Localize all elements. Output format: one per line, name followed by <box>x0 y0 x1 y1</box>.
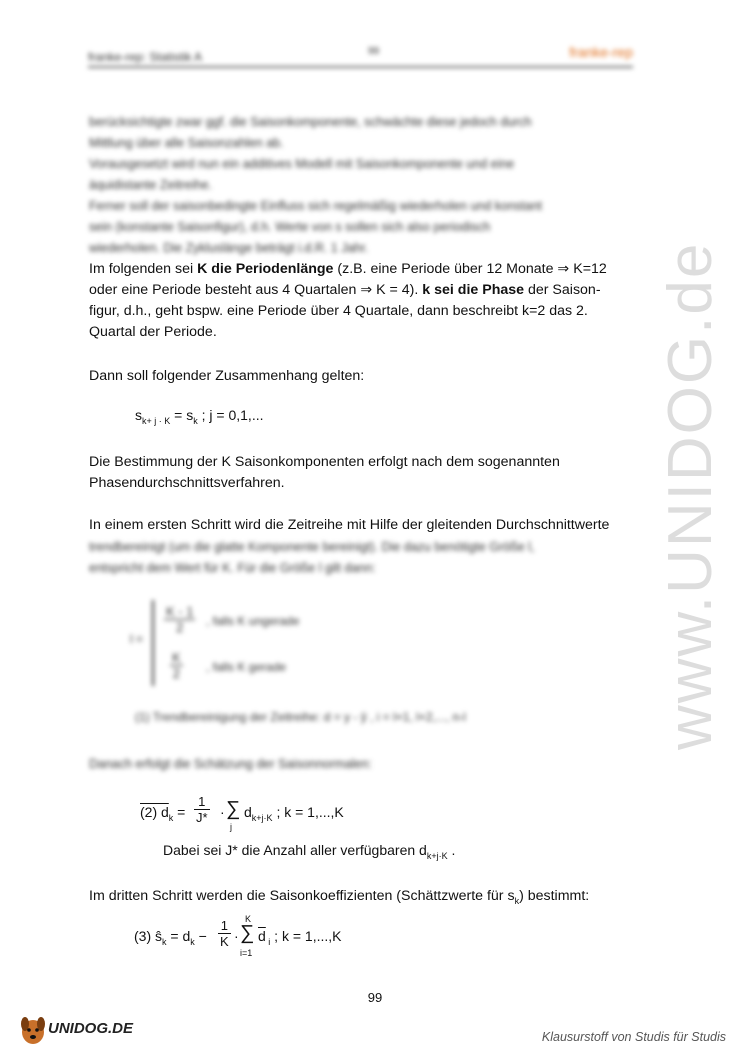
paragraph-first-step: In einem ersten Schritt wird die Zeitreihe mit Hilfe der gleitenden Durchschnittwerte <box>89 517 610 533</box>
blurred-line: entspricht dem Wert für K. Für die Größe l gilt dann: <box>89 561 376 575</box>
blurred-line: Vorausgesetzt wird nun ein additives Modell mit Saisonkomponente und eine <box>89 157 515 171</box>
sum-sub: j <box>230 822 232 832</box>
formula-part: · <box>234 928 239 944</box>
sum-bottom: i=1 <box>240 948 253 958</box>
paragraph-relation: Dann soll folgender Zusammenhang gelten: <box>89 368 365 384</box>
text-run: Im folgenden sei <box>89 261 198 277</box>
formula-part: · <box>220 804 225 820</box>
formula-part: ; k = 1,...,K <box>272 804 344 820</box>
header-rule <box>88 66 633 68</box>
fraction-den: 2 <box>172 666 180 681</box>
formula-sub: k <box>514 896 520 906</box>
page-number: 99 <box>367 990 383 1005</box>
formula3-fraction <box>218 918 231 949</box>
formula-part: = d <box>166 928 191 944</box>
footer-logo <box>18 1012 133 1046</box>
formula-part: = s <box>170 407 194 423</box>
formula-sub: i <box>265 937 271 947</box>
case-lhs: l = <box>130 632 144 646</box>
formula-part: (3) ŝ <box>134 928 162 944</box>
formula-part: ; j = 0,1,... <box>197 407 264 423</box>
formula-sub: k+ j · K <box>142 416 171 426</box>
footer-logo-text: UNIDOG.DE <box>48 1019 134 1037</box>
formula-part: ; k = 1,...,K <box>270 928 342 944</box>
text-run: Im dritten Schritt werden die Saisonkoeffizienten (Schättzwerte für s <box>89 888 515 904</box>
text-run: oder eine Periode besteht aus 4 Quartalen ⇒ K = 4). <box>89 282 423 298</box>
sum-top: K <box>245 914 252 924</box>
header-title: franke-rep: Statistik A <box>88 50 203 64</box>
formula-part: $\overline{d}$ <box>258 928 266 944</box>
case-bracket <box>152 600 160 686</box>
formula-sub: k <box>190 937 195 947</box>
case1-fraction <box>164 604 195 635</box>
blurred-line: trendbereinigt (um die glatte Komponente bereinigt). Die dazu benötigte Größe l, <box>89 540 535 554</box>
formula-sub: k+j·K <box>426 851 448 861</box>
formula-periodicity <box>135 407 264 426</box>
dog-icon <box>18 1012 48 1046</box>
header-logo: franke-rep <box>569 44 633 60</box>
formula-part: d <box>244 804 252 820</box>
fraction-den: K <box>220 934 229 949</box>
fraction-den: J* <box>196 810 208 825</box>
formula2-note <box>163 842 456 861</box>
bold-run: K die Periodenlänge <box>197 261 334 277</box>
case1-text: , falls K ungerade <box>206 614 300 628</box>
blurred-line: sein (konstante Saisonfigur), d.h. Werte von s sollen sich also periodisch <box>89 220 491 234</box>
bold-run: k sei die Phase <box>422 282 525 298</box>
formula2-fraction <box>194 794 210 825</box>
formula-sub: k <box>168 813 174 823</box>
text-run: . <box>447 842 456 858</box>
blurred-step-2: Danach erfolgt die Schätzung der Saisonnormalen: <box>89 757 372 771</box>
formula-part: s <box>135 407 142 423</box>
sum-sign: ∑ <box>226 798 241 820</box>
text-run: Dabei sei J* die Anzahl aller verfügbaren d <box>163 842 427 858</box>
formula-part: − <box>194 928 207 944</box>
text-line: Quartal der Periode. <box>89 324 217 340</box>
blurred-line: berücksichtigte zwar ggf. die Saisonkomponente, schwächte diese jedoch durch <box>89 115 532 129</box>
fraction-num: 1 <box>218 918 231 934</box>
case2-fraction <box>170 650 183 681</box>
formula-saison-coefficients <box>134 914 534 962</box>
blurred-line: äquidistante Zeitreihe. <box>89 178 212 192</box>
text-line: figur, d.h., geht bspw. eine Periode über 4 Quartale, dann beschreibt k=2 das 2. <box>89 303 588 319</box>
fraction-num: K - 1 <box>166 604 194 619</box>
paragraph-method <box>89 452 649 494</box>
formula-sub: k <box>193 416 198 426</box>
formula-part: (2) d <box>140 804 169 820</box>
blurred-line: wiederholen. Die Zykluslänge beträgt i.d.R. 1 Jahr. <box>89 241 369 255</box>
text-run: ) bestimmt: <box>519 888 590 904</box>
formula-sub: k <box>162 937 167 947</box>
case2-text: , falls K gerade <box>206 660 287 674</box>
text-run: (z.B. eine Periode über 12 Monate ⇒ K=12 <box>333 261 607 277</box>
paragraph-period <box>89 259 649 343</box>
header-page: 99 <box>368 46 380 57</box>
text-line: Die Bestimmung der K Saisonkomponenten erfolgt nach dem sogenannten <box>89 454 560 470</box>
text-line: Phasendurchschnittsverfahren. <box>89 475 285 491</box>
footer-tagline: Klausurstoff von Studis für Studis <box>541 1030 726 1044</box>
blurred-step-1: (1) Trendbereinigung der Zeitreihe: d = y - ŷ , i = l+1, l+2,..., n-l <box>135 710 466 724</box>
blurred-line: Ferner soll der saisonbedingte Einfluss sich regelmäßig wiederholen und konstant <box>89 199 543 213</box>
blurred-paragraph <box>89 112 649 259</box>
paragraph-third-step <box>89 886 649 908</box>
formula-part: = <box>173 804 186 820</box>
text-run: der Saison- <box>524 282 601 298</box>
blurred-paragraph-2 <box>89 537 649 579</box>
fraction-num: K <box>172 650 181 665</box>
fraction-den: 2 <box>176 620 184 635</box>
blurred-case-formula <box>130 600 380 688</box>
formula-sub: k+j·K <box>251 813 273 823</box>
sum-sign: ∑ <box>240 922 255 944</box>
watermark: www.UNIDOG.de <box>656 241 725 750</box>
blurred-line: Mittlung über alle Saisonzahlen ab. <box>89 136 284 150</box>
page-header <box>88 44 633 68</box>
fraction-num: 1 <box>194 794 210 810</box>
